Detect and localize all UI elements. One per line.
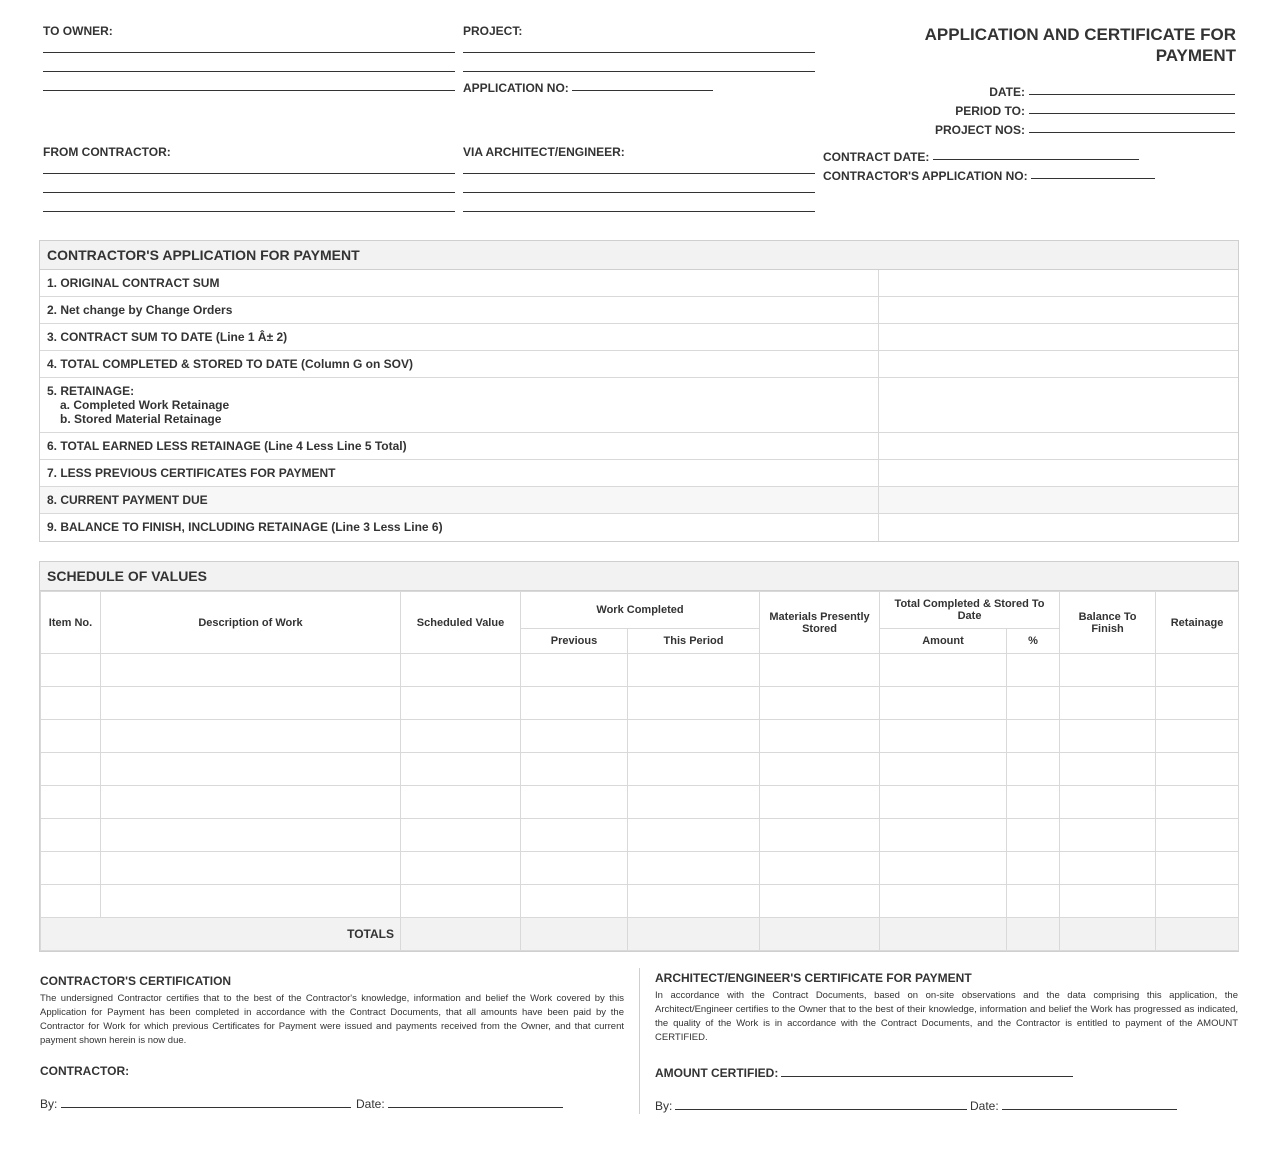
table-cell[interactable] (628, 654, 760, 687)
totals-cell[interactable] (1007, 918, 1060, 951)
table-cell[interactable] (880, 654, 1007, 687)
from-contractor-line-3[interactable] (43, 211, 455, 212)
col-amount: Amount (880, 629, 1007, 654)
table-cell[interactable] (101, 654, 401, 687)
via-architect-line-2[interactable] (463, 192, 815, 193)
app-line-label: 3. CONTRACT SUM TO DATE (Line 1 Â± 2) (40, 324, 879, 350)
table-row (41, 819, 1239, 852)
from-contractor-line-1[interactable] (43, 173, 455, 174)
table-row (41, 654, 1239, 687)
app-line-4 (40, 351, 1238, 378)
table-cell[interactable] (521, 753, 628, 786)
col-retainage: Retainage (1156, 592, 1239, 654)
table-cell[interactable] (760, 654, 880, 687)
amount-certified-label: AMOUNT CERTIFIED: (655, 1066, 779, 1080)
totals-cell[interactable] (401, 918, 521, 951)
table-cell[interactable] (760, 687, 880, 720)
cert-divider (639, 968, 640, 1114)
project-nos-label: PROJECT NOS: (934, 123, 1025, 137)
app-line-label: 1. ORIGINAL CONTRACT SUM (40, 270, 879, 296)
table-cell[interactable] (1060, 753, 1156, 786)
table-cell[interactable] (101, 819, 401, 852)
table-cell[interactable] (521, 720, 628, 753)
app-line-label: 9. BALANCE TO FINISH, INCLUDING RETAINAGE (Line 3 Less Line 6) (40, 514, 879, 541)
table-row (41, 687, 1239, 720)
app-line-2 (40, 297, 1238, 324)
app-line-label: 8. CURRENT PAYMENT DUE (40, 487, 879, 513)
architect-date-field[interactable] (1002, 1109, 1177, 1110)
table-cell[interactable] (1156, 687, 1239, 720)
col-scheduled-value: Scheduled Value (401, 592, 521, 654)
table-cell[interactable] (521, 687, 628, 720)
col-percent: % (1007, 629, 1060, 654)
table-cell[interactable] (401, 819, 521, 852)
table-cell[interactable] (1007, 654, 1060, 687)
amount-certified-field[interactable] (781, 1076, 1073, 1077)
table-cell[interactable] (101, 720, 401, 753)
table-cell[interactable] (880, 852, 1007, 885)
table-cell[interactable] (101, 852, 401, 885)
app-line-7 (40, 460, 1238, 487)
col-work-completed: Work Completed (521, 592, 760, 629)
table-cell[interactable] (1060, 687, 1156, 720)
totals-cell[interactable] (521, 918, 628, 951)
totals-cell[interactable] (1060, 918, 1156, 951)
table-cell[interactable] (628, 819, 760, 852)
totals-row (41, 918, 1239, 951)
table-cell[interactable] (1156, 654, 1239, 687)
table-cell[interactable] (1060, 819, 1156, 852)
architect-cert-title: ARCHITECT/ENGINEER'S CERTIFICATE FOR PAYMENT (655, 971, 972, 985)
architect-by-field[interactable] (675, 1109, 967, 1110)
col-item-no: Item No. (41, 592, 101, 654)
application-no-field[interactable] (572, 90, 713, 91)
date-field[interactable] (1029, 94, 1235, 95)
date-label: DATE: (989, 85, 1025, 99)
table-cell[interactable] (401, 687, 521, 720)
table-cell[interactable] (101, 786, 401, 819)
table-cell[interactable] (521, 786, 628, 819)
app-line-value[interactable] (879, 487, 1238, 513)
app-line-value[interactable] (879, 460, 1238, 486)
col-balance-to-finish: Balance To Finish (1060, 592, 1156, 654)
project-label: PROJECT: (463, 24, 523, 38)
contractor-by-label: By: (40, 1097, 58, 1111)
architect-date-label: Date: (970, 1099, 999, 1113)
app-line-value[interactable] (879, 270, 1238, 296)
table-cell[interactable] (401, 654, 521, 687)
table-cell[interactable] (880, 687, 1007, 720)
table-cell[interactable] (521, 885, 628, 918)
period-to-label: PERIOD TO: (955, 104, 1025, 118)
app-line-value[interactable] (879, 324, 1238, 350)
table-cell[interactable] (41, 786, 101, 819)
table-cell[interactable] (628, 786, 760, 819)
table-cell[interactable] (1007, 753, 1060, 786)
table-cell[interactable] (1007, 852, 1060, 885)
app-line-value[interactable] (879, 297, 1238, 323)
contractors-application-no-label: CONTRACTOR'S APPLICATION NO: (823, 169, 1028, 183)
contractor-date-field[interactable] (388, 1107, 563, 1108)
contractor-cert-title: CONTRACTOR'S CERTIFICATION (40, 974, 232, 988)
table-cell[interactable] (628, 720, 760, 753)
contract-date-label: CONTRACT DATE: (823, 150, 930, 164)
to-owner-line-2[interactable] (43, 71, 455, 72)
table-cell[interactable] (401, 720, 521, 753)
app-line-value[interactable] (879, 378, 1238, 432)
app-line-value[interactable] (879, 433, 1238, 459)
table-cell[interactable] (1007, 687, 1060, 720)
table-cell[interactable] (628, 852, 760, 885)
table-cell[interactable] (1060, 852, 1156, 885)
contractor-by-field[interactable] (61, 1107, 351, 1108)
table-cell[interactable] (41, 753, 101, 786)
app-line-label: 2. Net change by Change Orders (40, 297, 879, 323)
period-to-field[interactable] (1029, 113, 1235, 114)
col-description: Description of Work (101, 592, 401, 654)
table-cell[interactable] (880, 819, 1007, 852)
contractor-label: CONTRACTOR: (40, 1064, 130, 1078)
app-line-1 (40, 270, 1238, 297)
table-cell[interactable] (101, 885, 401, 918)
table-cell[interactable] (41, 819, 101, 852)
architect-certificate (655, 971, 1238, 1045)
table-cell[interactable] (521, 852, 628, 885)
app-line-retainage (40, 378, 879, 432)
col-this-period: This Period (628, 629, 760, 654)
app-line-label: 4. TOTAL COMPLETED & STORED TO DATE (Column G on SOV) (40, 351, 879, 377)
app-line-3 (40, 324, 1238, 351)
table-cell[interactable] (41, 852, 101, 885)
table-cell[interactable] (1007, 885, 1060, 918)
retainage-stored-label: b. Stored Material Retainage (60, 412, 222, 426)
contractors-application-no-field[interactable] (1031, 178, 1155, 179)
contractor-date-label: Date: (356, 1097, 385, 1111)
table-cell[interactable] (41, 885, 101, 918)
table-cell[interactable] (1060, 720, 1156, 753)
table-cell[interactable] (628, 687, 760, 720)
schedule-table (40, 591, 1239, 951)
app-line-6 (40, 433, 1238, 460)
totals-cell[interactable] (1156, 918, 1239, 951)
to-owner-line-1[interactable] (43, 52, 455, 53)
contractor-cert-text: The undersigned Contractor certifies that to the best of the Contractor's knowledge, information and belief the Work covered by this Application for Payment has been completed in accordance with the Contract Documents, that all amounts have been paid by the Contractor for Work for which previous Certificates for Payment were issued and payments received from the Owner, and that current payment shown herein is now due. (40, 993, 624, 1046)
architect-by-label: By: (655, 1099, 673, 1113)
col-materials-stored: Materials Presently Stored (760, 592, 880, 654)
app-line-9 (40, 514, 1238, 541)
from-contractor-label: FROM CONTRACTOR: (43, 145, 171, 159)
totals-label: TOTALS (41, 918, 401, 951)
application-heading: CONTRACTOR'S APPLICATION FOR PAYMENT (40, 241, 1238, 270)
table-cell[interactable] (1007, 720, 1060, 753)
app-line-label: 6. TOTAL EARNED LESS RETAINAGE (Line 4 Less Line 5 Total) (40, 433, 879, 459)
table-cell[interactable] (401, 786, 521, 819)
table-cell[interactable] (880, 720, 1007, 753)
table-cell[interactable] (760, 819, 880, 852)
table-cell[interactable] (628, 885, 760, 918)
table-cell[interactable] (1007, 819, 1060, 852)
table-cell[interactable] (760, 786, 880, 819)
table-cell[interactable] (1156, 786, 1239, 819)
page-title: APPLICATION AND CERTIFICATE FOR PAYMENT (924, 25, 1236, 65)
application-no-label: APPLICATION NO: (463, 81, 569, 95)
table-cell[interactable] (41, 720, 101, 753)
table-row (41, 786, 1239, 819)
app-line-value[interactable] (879, 351, 1238, 377)
table-cell[interactable] (1060, 786, 1156, 819)
from-contractor-line-2[interactable] (43, 192, 455, 193)
table-cell[interactable] (101, 687, 401, 720)
via-architect-line-3[interactable] (463, 211, 815, 212)
table-cell[interactable] (1060, 885, 1156, 918)
to-owner-label: TO OWNER: (43, 24, 113, 38)
table-cell[interactable] (521, 819, 628, 852)
app-line-value[interactable] (879, 514, 1238, 541)
table-row (41, 753, 1239, 786)
table-cell[interactable] (760, 720, 880, 753)
contract-date-field[interactable] (933, 159, 1139, 160)
table-cell[interactable] (760, 885, 880, 918)
architect-cert-text: In accordance with the Contract Documents, based on on-site observations and the data comprising this application, the Architect/Engineer certifies to the Owner that to the best of their knowledge, information and belief the Work has progressed as indicated, the quality of the Work is in accordance with the Contract Documents, and the Contractor is entitled to payment of the AMOUNT CERTIFIED. (655, 990, 1238, 1043)
app-line-label: 7. LESS PREVIOUS CERTIFICATES FOR PAYMENT (40, 460, 879, 486)
project-line-2[interactable] (463, 71, 815, 72)
schedule-heading: SCHEDULE OF VALUES (40, 562, 1238, 591)
table-cell[interactable] (1007, 786, 1060, 819)
table-cell[interactable] (41, 654, 101, 687)
table-cell[interactable] (521, 654, 628, 687)
table-cell[interactable] (628, 753, 760, 786)
col-total-completed: Total Completed & Stored To Date (880, 592, 1060, 629)
table-row (41, 885, 1239, 918)
retainage-completed-label: a. Completed Work Retainage (60, 398, 230, 412)
table-cell[interactable] (401, 885, 521, 918)
table-cell[interactable] (1156, 885, 1239, 918)
table-cell[interactable] (1156, 720, 1239, 753)
app-line-5 (40, 378, 1238, 433)
table-cell[interactable] (401, 852, 521, 885)
app-line-label: 5. RETAINAGE: (47, 384, 135, 398)
totals-cell[interactable] (628, 918, 760, 951)
table-cell[interactable] (401, 753, 521, 786)
project-nos-field[interactable] (1029, 132, 1235, 133)
schedule-section (39, 561, 1239, 952)
table-cell[interactable] (41, 687, 101, 720)
app-line-8 (40, 487, 1238, 514)
table-cell[interactable] (880, 885, 1007, 918)
to-owner-line-3[interactable] (43, 90, 455, 91)
totals-cell[interactable] (880, 918, 1007, 951)
contractor-certification (40, 974, 624, 1048)
table-cell[interactable] (880, 753, 1007, 786)
table-cell[interactable] (101, 753, 401, 786)
table-row (41, 720, 1239, 753)
table-cell[interactable] (1156, 753, 1239, 786)
table-cell[interactable] (1156, 819, 1239, 852)
via-architect-label: VIA ARCHITECT/ENGINEER: (463, 145, 625, 159)
table-cell[interactable] (1156, 852, 1239, 885)
table-row (41, 852, 1239, 885)
table-cell[interactable] (760, 753, 880, 786)
table-cell[interactable] (760, 852, 880, 885)
table-cell[interactable] (880, 786, 1007, 819)
via-architect-line-1[interactable] (463, 173, 815, 174)
table-cell[interactable] (1060, 654, 1156, 687)
application-section (39, 240, 1239, 542)
project-line-1[interactable] (463, 52, 815, 53)
totals-cell[interactable] (760, 918, 880, 951)
col-previous: Previous (521, 629, 628, 654)
